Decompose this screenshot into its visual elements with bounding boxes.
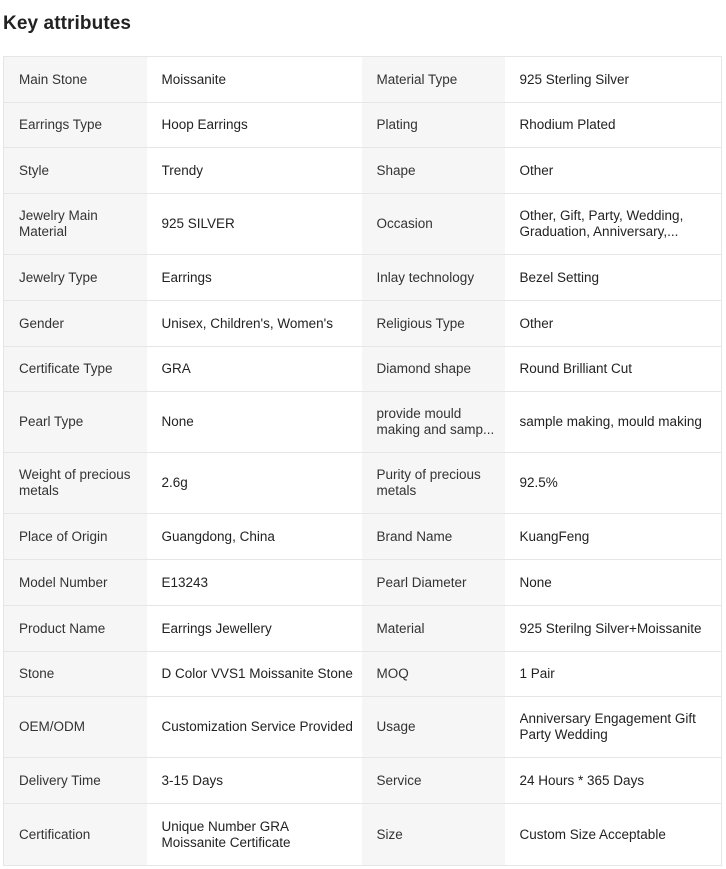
attribute-label: Service [376,772,422,788]
attribute-label-cell [4,453,147,514]
section-title: Key attributes [3,13,132,34]
attribute-label-cell [362,606,505,652]
attribute-value-cell [147,57,362,103]
attribute-label-cell [362,347,505,392]
attribute-label-cell [4,560,147,606]
attribute-label: Jewelry Type [19,269,98,285]
attribute-label: Occasion [376,216,433,231]
attribute-label-cell [4,392,147,453]
attribute-label-cell [4,758,147,804]
attribute-label: OEM/ODM [19,719,85,734]
attribute-label-cell [4,255,147,301]
attribute-value: Other, Gift, Party, Wedding, Graduation, Anniversary,... [519,208,684,239]
attribute-value-cell [147,697,362,758]
attribute-value: 925 SILVER [161,216,235,231]
attribute-value-cell [147,606,362,652]
attribute-label-cell [362,652,505,697]
attribute-value-cell [147,301,362,347]
attribute-label-cell [362,560,505,606]
attribute-value: Guangdong, China [161,528,275,544]
attribute-value-cell [505,697,722,758]
attribute-label: Weight of precious metals [19,467,131,498]
attribute-value: None [161,414,194,429]
attribute-value: 92.5% [519,475,558,490]
attribute-label-cell [4,194,147,255]
attribute-label-cell [4,347,147,392]
attribute-label: Product Name [19,620,106,636]
attribute-row [4,758,722,804]
attribute-value-cell [505,758,722,804]
attribute-value: Round Brilliant Cut [519,361,633,376]
attribute-value: 925 Sterilng Silver+Moissanite [519,620,702,636]
attribute-row [4,194,722,255]
key-attributes-table [3,56,722,866]
attribute-value-cell [147,514,362,560]
attribute-label: Religious Type [376,315,465,331]
attribute-value: None [519,574,552,590]
attribute-label: Place of Origin [19,528,108,544]
attribute-value-cell [147,804,362,866]
attribute-label-cell [362,758,505,804]
attribute-value: sample making, mould making [519,414,702,429]
attribute-value-cell [505,194,722,255]
attribute-row [4,148,722,194]
attribute-label-cell [362,514,505,560]
attribute-value: 2.6g [161,475,188,490]
attribute-value: Custom Size Acceptable [519,826,666,842]
attribute-label-cell [4,301,147,347]
attribute-value-cell [505,103,722,148]
attribute-row [4,347,722,392]
attribute-value: E13243 [161,574,209,590]
attribute-value: Unisex, Children's, Women's [161,315,333,331]
attribute-value: 1 Pair [519,666,555,681]
attribute-value: Customization Service Provided [161,719,353,734]
attribute-value-cell [147,103,362,148]
attribute-label: Inlay technology [376,269,475,285]
attribute-label: Style [19,162,50,178]
attribute-label-cell [4,606,147,652]
attribute-value-cell [147,392,362,453]
attribute-value: 3-15 Days [161,772,224,788]
attribute-row [4,255,722,301]
attribute-row [4,514,722,560]
attribute-value: Other [519,315,554,331]
attribute-value-cell [505,148,722,194]
attribute-label-cell [4,652,147,697]
attribute-value: Earrings [161,269,212,285]
attribute-label-cell [362,392,505,453]
attribute-value-cell [505,392,722,453]
attribute-value-cell [147,347,362,392]
attribute-value: Earrings Jewellery [161,620,272,636]
attribute-label: Delivery Time [19,772,101,788]
attribute-value-cell [147,560,362,606]
attribute-label-cell [4,804,147,866]
attribute-label: MOQ [376,666,409,681]
attribute-label: Gender [19,315,65,331]
attribute-label: Shape [376,162,416,178]
attribute-label-cell [362,301,505,347]
attribute-value-cell [505,560,722,606]
attribute-label: Size [376,826,403,842]
attribute-row [4,560,722,606]
attribute-row [4,606,722,652]
attribute-value: D Color VVS1 Moissanite Stone [161,666,353,681]
attribute-value: GRA [161,361,191,376]
attribute-label-cell [362,194,505,255]
attribute-value-cell [147,194,362,255]
attribute-label: Jewelry Main Material [19,208,98,239]
attribute-value: KuangFeng [519,528,590,544]
attribute-label: Usage [376,719,416,734]
attribute-label: Certification [19,826,91,842]
key-attributes-body [4,57,722,866]
attribute-label-cell [4,514,147,560]
attribute-value-cell [505,804,722,866]
attribute-value-cell [505,301,722,347]
attribute-label-cell [362,103,505,148]
attribute-label: Main Stone [19,71,88,87]
attribute-label-cell [362,697,505,758]
attribute-row [4,392,722,453]
attribute-label-cell [362,804,505,866]
attribute-value-cell [505,255,722,301]
attribute-value: Other [519,162,554,178]
attribute-label: Stone [19,666,55,681]
attribute-label-cell [362,255,505,301]
attribute-row [4,103,722,148]
attribute-row [4,57,722,103]
attribute-value-cell [505,606,722,652]
attribute-value-cell [147,453,362,514]
attribute-label: Certificate Type [19,361,113,376]
attribute-row [4,453,722,514]
attribute-label: Brand Name [376,528,453,544]
attribute-label: Plating [376,117,418,132]
attribute-label: Material [376,620,425,636]
attribute-label-cell [4,57,147,103]
attribute-value: 24 Hours * 365 Days [519,772,645,788]
attribute-label-cell [362,453,505,514]
attribute-label: Diamond shape [376,361,472,376]
attribute-value: Anniversary Engagement Gift Party Wedding [519,711,696,742]
attribute-value-cell [147,652,362,697]
attribute-value: Hoop Earrings [161,117,248,132]
attribute-value-cell [505,652,722,697]
attribute-label: Earrings Type [19,117,103,132]
attribute-row [4,804,722,866]
attribute-value: Moissanite [161,71,227,87]
attribute-label-cell [4,103,147,148]
attribute-value: Bezel Setting [519,269,600,285]
attribute-row [4,301,722,347]
attribute-label-cell [362,57,505,103]
attribute-label: Material Type [376,71,458,87]
attribute-label: provide mould making and samp... [376,406,495,437]
attribute-value-cell [505,57,722,103]
attribute-value: Unique Number GRA Moissanite Certificate [161,818,291,850]
attribute-value: 925 Sterling Silver [519,71,630,87]
attribute-label: Model Number [19,574,108,590]
attribute-label: Pearl Type [19,414,84,429]
attribute-label-cell [362,148,505,194]
attribute-label: Pearl Diameter [376,574,467,590]
attribute-label: Purity of precious metals [376,467,481,498]
attribute-value: Rhodium Plated [519,117,616,132]
attribute-value-cell [147,255,362,301]
attribute-value-cell [147,758,362,804]
attribute-value-cell [505,347,722,392]
attribute-value: Trendy [161,162,204,178]
attribute-row [4,652,722,697]
attribute-label-cell [4,148,147,194]
attribute-value-cell [147,148,362,194]
attribute-value-cell [505,514,722,560]
attribute-value-cell [505,453,722,514]
attribute-row [4,697,722,758]
attribute-label-cell [4,697,147,758]
